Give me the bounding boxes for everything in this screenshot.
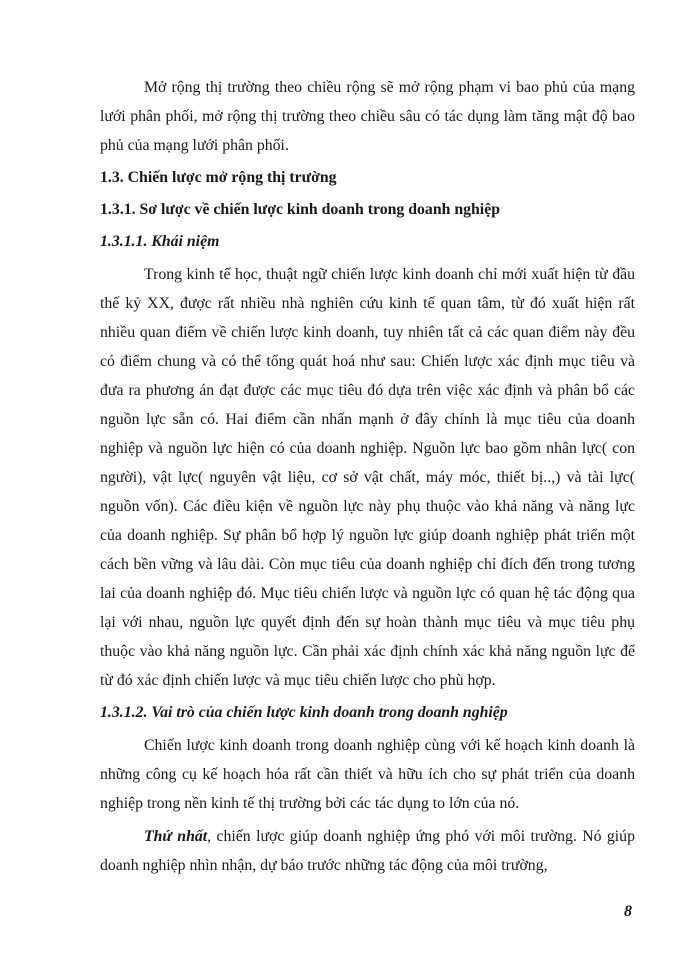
role-heading: 1.3.1.2. Vai trò của chiến lược kinh doanh trong doanh nghiệp <box>100 704 508 721</box>
first-point-lead: Thứ nhất <box>144 828 208 845</box>
first-point-text: , chiến lược giúp doanh nghiệp ứng phó với môi trường. Nó giúp doanh nghiệp nhìn nhận, dự báo trước những tác động của môi trường, <box>100 828 635 874</box>
first-point-paragraph <box>100 822 635 880</box>
concept-paragraph: Trong kinh tế học, thuật ngữ chiến lược kinh doanh chỉ mới xuất hiện từ đầu thế kỷ XX, được rất nhiều nhà nghiên cứu kinh tế quan tâm, từ đó xuất hiện rất nhiều quan điểm về chiến lược kinh doanh, tuy nhiên tất cả các quan điểm này đều có điểm chung và có thể tổng quát hoá như sau: Chiến lược xác định mục tiêu và đưa ra phương án đạt được các mục tiêu đó dựa trên việc xác định và phân bổ các nguồn lực sẵn có. Hai điểm cần nhấn mạnh ở đây chính là mục tiêu của doanh nghiệp và nguồn lực hiện có của doanh nghiệp. Nguồn lực bao gồm nhân lực( con người), vật lực( nguyên vật liệu, cơ sở vật chất, máy móc, thiết bị..,) và tài lực( nguồn vốn). Các điều kiện về nguồn lực này phụ thuộc vào khả năng và năng lực của doanh nghiệp. Sự phân bổ hợp lý nguồn lực giúp doanh nghiệp phát triển một cách bền vững và lâu dài. Còn mục tiêu của doanh nghiệp chỉ đích đến trong tương lai của doanh nghiệp đó. Mục tiêu chiến lược và nguồn lực có quan hệ tác động qua lại với nhau, nguồn lực quyết định đến sự hoàn thành mục tiêu và mục tiêu phụ thuộc vào khả năng nguồn lực. Cần phải xác định chính xác khả năng nguồn lực để từ đó xác định chiến lược và mục tiêu chiến lược cho phù hợp. <box>100 266 635 689</box>
document-page <box>100 73 635 884</box>
role-paragraph: Chiến lược kinh doanh trong doanh nghiệp cùng với kế hoạch kinh doanh là những công cụ kế hoạch hóa rất cần thiết và hữu ích cho sự phát triển của doanh nghiệp trong nền kinh tế thị trường bởi các tác dụng to lớn của nó. <box>100 737 635 812</box>
intro-paragraph: Mở rộng thị trường theo chiều rộng sẽ mở rộng phạm vi bao phủ của mạng lưới phân phối, mở rộng thị trường theo chiều sâu có tác dụng làm tăng mật độ bao phủ của mạng lưới phân phối. <box>100 79 635 154</box>
section-heading: 1.3. Chiến lược mở rộng thị trường <box>100 169 337 186</box>
concept-heading: 1.3.1.1. Khái niệm <box>100 233 220 250</box>
page-number: 8 <box>624 903 632 920</box>
subsection-heading: 1.3.1. Sơ lược về chiến lược kinh doanh trong doanh nghiệp <box>100 201 500 218</box>
